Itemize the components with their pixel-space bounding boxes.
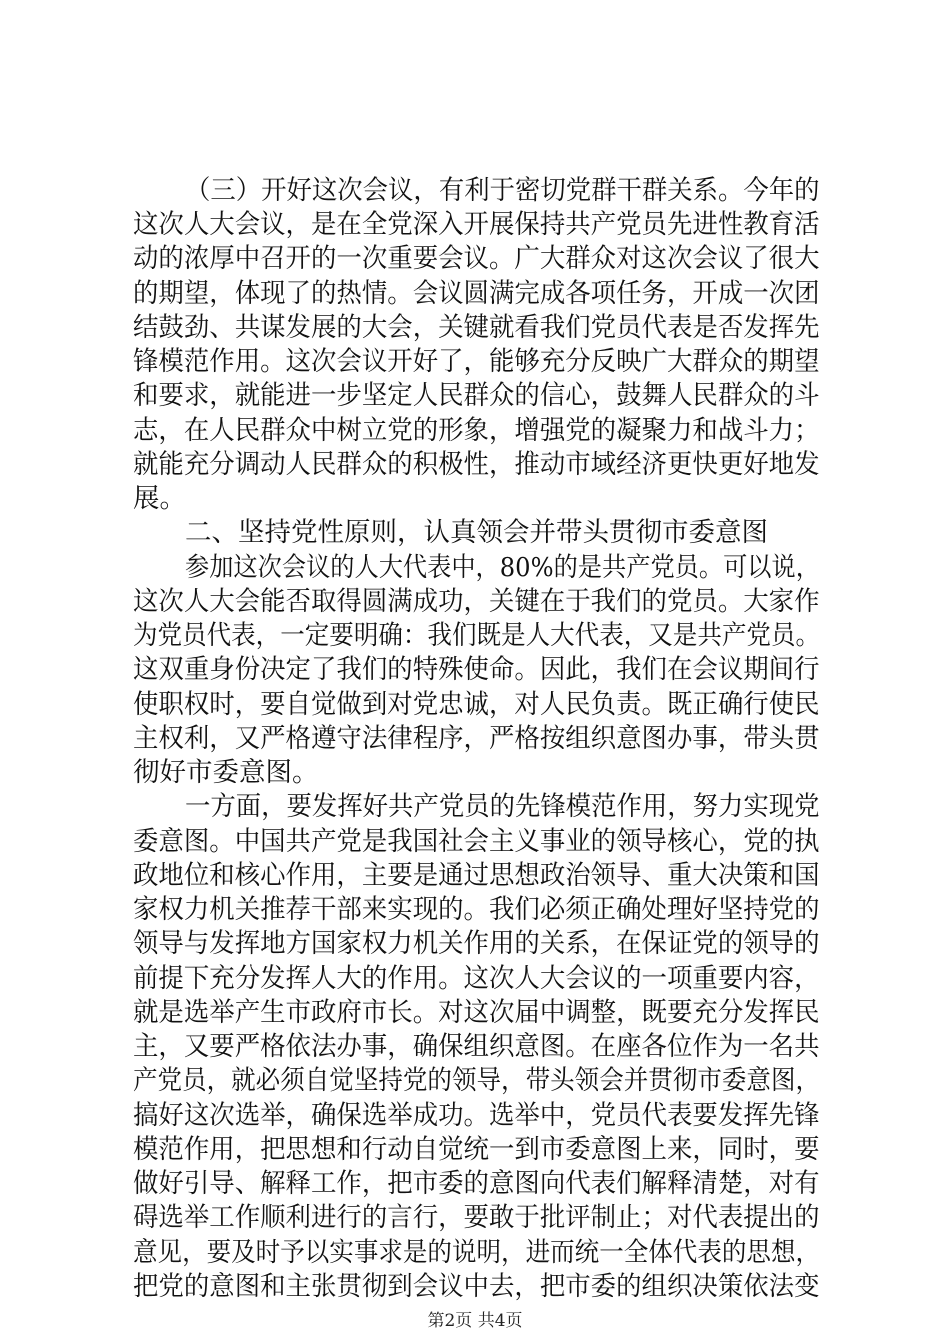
text-line: 主，又要严格依法办事，确保组织意图。在座各位作为一名共 bbox=[133, 1031, 820, 1062]
text-line: 意见，要及时予以实事求是的说明，进而统一全体代表的思想， bbox=[133, 1237, 821, 1268]
text-line: 展。 bbox=[133, 483, 186, 514]
text-line: 委意图。中国共产党是我国社会主义事业的领导核心，党的执 bbox=[133, 826, 820, 857]
section-heading: 二、坚持党性原则，认真领会并带头贯彻市委意图 bbox=[185, 517, 768, 548]
text-line: 领导与发挥地方国家权力机关作用的关系，在保证党的领导的 bbox=[133, 928, 820, 959]
text-line: 使职权时，要自觉做到对党忠诚，对人民负责。既正确行使民 bbox=[133, 689, 820, 720]
text-line: 的期望，体现了的热情。会议圆满完成各项任务，开成一次团 bbox=[133, 278, 820, 309]
text-line: 把党的意图和主张贯彻到会议中去，把市委的组织决策依法变 bbox=[133, 1271, 820, 1302]
text-line: 模范作用，把思想和行动自觉统一到市委意图上来，同时，要 bbox=[133, 1134, 820, 1165]
text-line: 为党员代表，一定要明确：我们既是人大代表，又是共产党员。 bbox=[133, 620, 821, 651]
text-line: 家权力机关推荐干部来实现的。我们必须正确处理好坚持党的 bbox=[133, 894, 820, 925]
text-line: （三）开好这次会议，有利于密切党群干群关系。今年的 bbox=[185, 175, 820, 206]
text-line: 和要求，就能进一步坚定人民群众的信心，鼓舞人民群众的斗 bbox=[133, 380, 820, 411]
text-line: 政地位和核心作用，主要是通过思想政治领导、重大决策和国 bbox=[133, 860, 820, 891]
text-line: 这次人大会能否取得圆满成功，关键在于我们的党员。大家作 bbox=[133, 586, 820, 617]
text-line: 就是选举产生市政府市长。对这次届中调整，既要充分发挥民 bbox=[133, 997, 820, 1028]
text-line: 主权利，又严格遵守法律程序，严格按组织意图办事，带头贯 bbox=[133, 723, 820, 754]
text-line: 结鼓劲、共谋发展的大会，关键就看我们党员代表是否发挥先 bbox=[133, 312, 820, 343]
text-line: 一方面，要发挥好共产党员的先锋模范作用，努力实现党 bbox=[185, 791, 820, 822]
text-line: 志，在人民群众中树立党的形象，增强党的凝聚力和战斗力； bbox=[133, 415, 820, 446]
text-line: 做好引导、解释工作，把市委的意图向代表们解释清楚，对有 bbox=[133, 1168, 820, 1199]
text-line: 这次人大会议，是在全党深入开展保持共产党员先进性教育活 bbox=[133, 209, 820, 240]
text-line: 前提下充分发挥人大的作用。这次人大会议的一项重要内容， bbox=[133, 963, 820, 994]
text-line: 碍选举工作顺利进行的言行，要敢于批评制止；对代表提出的 bbox=[133, 1202, 820, 1233]
text-line: 参加这次会议的人大代表中，80%的是共产党员。可以说， bbox=[185, 552, 820, 583]
text-line: 彻好市委意图。 bbox=[133, 757, 319, 788]
text-line: 锋模范作用。这次会议开好了，能够充分反映广大群众的期望 bbox=[133, 346, 820, 377]
text-line: 动的浓厚中召开的一次重要会议。广大群众对这次会议了很大 bbox=[133, 243, 820, 274]
page-number-footer: 第2页 共4页 bbox=[427, 1311, 523, 1331]
text-line: 搞好这次选举，确保选举成功。选举中，党员代表要发挥先锋 bbox=[133, 1100, 820, 1131]
text-line: 就能充分调动人民群众的积极性，推动市域经济更快更好地发 bbox=[133, 449, 820, 480]
text-line: 这双重身份决定了我们的特殊使命。因此，我们在会议期间行 bbox=[133, 654, 820, 685]
text-line: 产党员，就必须自觉坚持党的领导，带头领会并贯彻市委意图， bbox=[133, 1065, 821, 1096]
